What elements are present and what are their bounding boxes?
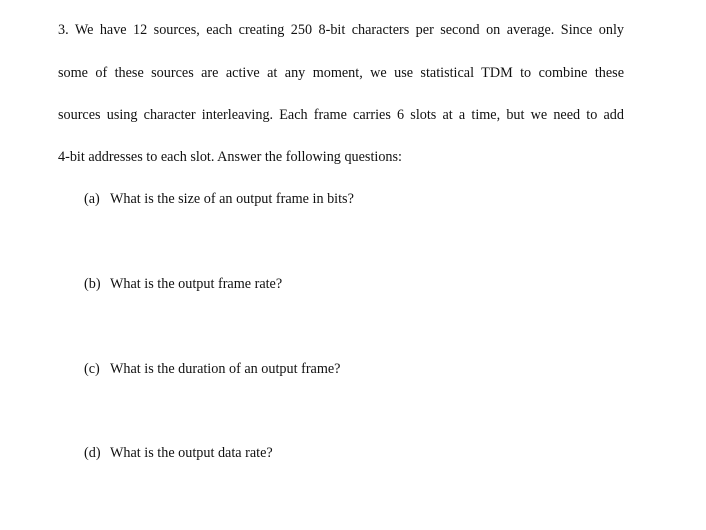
- question-b-text: What is the output frame rate?: [110, 276, 283, 292]
- question-b: [84, 275, 282, 293]
- problem-text-line-1: 3. We have 12 sources, each creating 250 8-bit characters per second on average. Since only: [58, 22, 624, 38]
- question-a-text: What is the size of an output frame in bits?: [110, 191, 354, 207]
- question-d: [84, 444, 273, 462]
- question-b-marker: (b): [84, 276, 101, 292]
- question-d-marker: (d): [84, 445, 101, 461]
- problem-text-line-4: 4-bit addresses to each slot. Answer the following questions:: [58, 149, 402, 165]
- question-c-marker: (c): [84, 361, 100, 377]
- question-d-text: What is the output data rate?: [110, 445, 273, 461]
- question-c-text: What is the duration of an output frame?: [110, 361, 341, 377]
- problem-text-line-2: some of these sources are active at any moment, we use statistical TDM to combine these: [58, 65, 624, 81]
- question-a-marker: (a): [84, 191, 100, 207]
- problem-text-line-3: sources using character interleaving. Each frame carries 6 slots at a time, but we need to add: [58, 107, 624, 123]
- question-a: [84, 190, 354, 208]
- question-c: [84, 360, 340, 378]
